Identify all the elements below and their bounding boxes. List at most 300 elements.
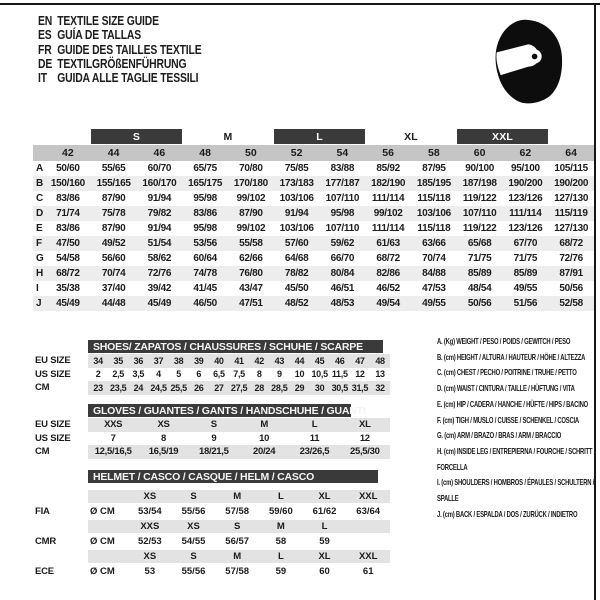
- measurement-value: 66/70: [330, 253, 355, 264]
- measurement-value: 48/53: [330, 298, 355, 309]
- side-label-spacer: [35, 550, 88, 563]
- gloves-row-label: CM: [35, 446, 50, 458]
- gloves-size-table: [35, 404, 390, 459]
- measurement-value: 63/66: [422, 238, 446, 249]
- helmet-size-label: XS: [187, 521, 200, 532]
- measurement-value: 44/48: [101, 298, 126, 309]
- helmet-size-label: M: [233, 491, 242, 502]
- shoes-size-value: 39: [194, 355, 204, 366]
- helmet-size-label: [346, 521, 390, 532]
- measurement-value: 85/89: [467, 268, 492, 279]
- measurement-value: 47/53: [422, 283, 446, 294]
- helmet-size-label: XS: [143, 491, 157, 502]
- measurement-row-label: E: [36, 223, 43, 234]
- helmet-size-value: 57/58: [225, 566, 250, 577]
- guide-title: GUIDE DES TAILLES TEXTILE: [57, 41, 202, 57]
- size-number: 64: [565, 147, 577, 159]
- helmet-standard-label: ECE: [35, 566, 54, 577]
- guide-title: TEXTILE SIZE GUIDE: [57, 13, 159, 28]
- side-label-spacer: [35, 520, 88, 533]
- language-title-row: [38, 71, 374, 85]
- gloves-size-value: 12,5/16,5: [94, 446, 132, 458]
- gloves-size-value: XXS: [104, 419, 123, 431]
- measurement-value: 99/102: [373, 208, 403, 219]
- shoes-rows: [35, 354, 390, 395]
- measurement-value: 119/122: [462, 223, 497, 234]
- size-group-label: XXL: [457, 129, 549, 144]
- measurement-value: 64/68: [284, 253, 309, 264]
- measurement-value: 105/115: [554, 163, 588, 174]
- measurement-value: 49/54: [376, 298, 400, 309]
- size-number: 42: [62, 147, 74, 159]
- size-number: 60: [473, 147, 486, 159]
- shoes-size-value: 28,5: [271, 382, 288, 393]
- shoes-size-value: 25,5: [170, 382, 187, 393]
- legend-item: I. (cm) SHOULDERS / HOMBROS / ÉPAULES / SCHULTERN / SPALLE: [437, 477, 595, 504]
- measurement-row-label: I: [36, 283, 39, 294]
- measurement-value: 111/114: [371, 223, 405, 234]
- gloves-size-value: 8: [161, 432, 166, 444]
- shoes-size-value: 41: [234, 355, 244, 366]
- legend-item: G. (cm) ARM / BRAZO / BRAS / ARM / BRACCIO: [437, 430, 562, 441]
- size-number: 50: [245, 147, 257, 159]
- measurement-value: 123/126: [508, 193, 543, 204]
- size-number: 46: [153, 147, 166, 159]
- measurement-value: 90/100: [465, 163, 495, 174]
- measurement-value: 55/65: [101, 163, 126, 174]
- gloves-row-values: [88, 418, 390, 432]
- size-number: 52: [290, 147, 303, 159]
- measurement-value: 95/98: [330, 208, 355, 219]
- measurement-value: 59/62: [330, 238, 355, 249]
- helmet-size-header-row: [35, 490, 390, 503]
- measurement-value: 61/63: [376, 238, 400, 249]
- measurement-value: 53/56: [193, 238, 217, 249]
- shoes-size-value: 32: [375, 382, 385, 393]
- shoes-row-values: [88, 381, 390, 395]
- legend-item: F. (cm) TIGH / MUSLO / CUISSE / SCHENKEL / COSCIA: [437, 414, 579, 425]
- measurement-value: 48/54: [467, 283, 492, 294]
- measurement-value: 107/110: [462, 208, 497, 219]
- measurement-value: 68/72: [56, 268, 80, 279]
- gloves-size-value: S: [210, 419, 217, 431]
- shoes-row: [35, 354, 390, 368]
- helmet-value-cells: [88, 563, 390, 580]
- shoes-size-value: 8: [256, 369, 262, 380]
- shoes-size-value: 5: [176, 369, 181, 380]
- helmet-value-row: [35, 533, 390, 550]
- measurement-value: 177/187: [325, 178, 360, 189]
- shoes-size-value: 10: [294, 369, 305, 380]
- size-number-header-row: [33, 145, 594, 161]
- measurement-value: 62/66: [239, 253, 263, 264]
- measurement-row: [33, 236, 594, 251]
- measurement-value: 155/165: [96, 178, 131, 189]
- measurement-row-label: C: [36, 193, 44, 204]
- helmet-size-label: XXL: [358, 551, 378, 562]
- measurement-value: 43/47: [239, 283, 263, 294]
- measurement-value: 83/88: [330, 163, 355, 174]
- helmet-size-value: 57/58: [225, 506, 250, 517]
- size-group-header-row: [33, 128, 594, 145]
- measurement-value: 79/82: [147, 208, 172, 219]
- measurement-rows: [33, 161, 594, 311]
- language-title-row: [38, 14, 374, 28]
- measurement-value: 95/98: [193, 193, 217, 204]
- shoes-size-value: 46: [335, 355, 345, 366]
- textile-size-table: [33, 128, 594, 311]
- shoes-size-value: 45: [314, 355, 325, 366]
- measurement-value: 57/60: [284, 238, 309, 249]
- measurement-row-label: J: [36, 298, 42, 309]
- shoes-size-value: 3,5: [132, 369, 145, 380]
- shoes-size-value: 2: [95, 369, 101, 380]
- legend-item: D. (cm) WAIST / CINTURA / TAILLE / HÜFTUNG / VITA: [437, 383, 575, 394]
- gloves-row-label: EU SIZE: [35, 419, 71, 431]
- helmet-size-value: 55/56: [181, 566, 206, 577]
- helmet-size-label: S: [190, 551, 197, 562]
- helmet-size-label: XL: [318, 491, 331, 502]
- helmet-standard-section: [35, 550, 390, 580]
- language-title-list: [38, 14, 374, 85]
- side-label-spacer: [35, 470, 88, 483]
- measurement-value: 87/91: [559, 268, 583, 279]
- measurement-value: 99/102: [236, 193, 266, 204]
- diameter-unit-label: Ø CM: [90, 566, 115, 577]
- measurement-value: 75/78: [101, 208, 126, 219]
- helmet-icon: [488, 18, 564, 104]
- measurement-value: 47/51: [239, 298, 263, 309]
- measurement-row-label: G: [36, 253, 44, 264]
- gloves-row: [35, 418, 390, 432]
- measurement-value: 46/50: [193, 298, 217, 309]
- helmet-size-label: L: [277, 551, 284, 562]
- measurement-row: [33, 281, 594, 296]
- shoes-size-value: 35: [113, 355, 123, 366]
- measurement-value: 70/74: [101, 268, 126, 279]
- measurement-value: 68/72: [376, 253, 400, 264]
- helmet-size-label: L: [277, 491, 284, 502]
- helmet-standard-section: [35, 490, 390, 520]
- shoes-size-value: 37: [153, 355, 164, 366]
- gloves-size-value: XS: [157, 419, 170, 431]
- side-label-spacer: [35, 340, 88, 353]
- gloves-header-row: [35, 404, 390, 417]
- gloves-row-label: US SIZE: [35, 432, 71, 444]
- gloves-size-value: 11: [309, 432, 320, 444]
- measurement-value: 82/86: [376, 268, 400, 279]
- measurement-value: 70/74: [422, 253, 446, 264]
- measurement-value: 127/130: [554, 223, 589, 234]
- shoes-size-value: 27,5: [230, 382, 248, 393]
- language-code: FR: [38, 41, 52, 57]
- shoes-row-label: US SIZE: [35, 368, 71, 380]
- measurement-value: 65/68: [467, 238, 492, 249]
- measurement-value: 70/80: [239, 163, 263, 174]
- size-number: 48: [199, 147, 211, 159]
- guide-title: TEXTILGRÖßENFÜHRUNG: [57, 55, 187, 71]
- legend-item: H. (cm) INSIDE LEG / ENTREPIERNA / FOURCHE / SCHRITT / FORCELLA: [437, 445, 596, 472]
- size-group-cell: [182, 129, 274, 144]
- helmet-size-label: S: [234, 521, 241, 532]
- gloves-size-value: 20/24: [253, 446, 276, 458]
- shoes-size-value: 4: [156, 369, 161, 380]
- measurement-value: 187/198: [462, 178, 497, 189]
- measurement-value: 48/52: [284, 298, 309, 309]
- measurement-value: 50/56: [467, 298, 492, 309]
- measurement-value: 91/94: [147, 223, 172, 234]
- shoes-size-value: 23: [93, 382, 103, 393]
- gloves-row: [35, 445, 390, 459]
- measurement-value: 160/170: [142, 178, 177, 189]
- helmet-size-value: 63/64: [356, 506, 381, 517]
- shoes-size-value: 27: [214, 382, 224, 393]
- size-group-cell: [91, 129, 183, 144]
- measurement-value: 87/95: [422, 163, 446, 174]
- measurement-value: 45/50: [284, 283, 309, 294]
- helmet-value-cells: [88, 503, 390, 520]
- gloves-row-values: [88, 445, 390, 459]
- legend-item: C. (cm) CHEST / PECHO / POITRINE / TRUHE / PETTO: [437, 367, 577, 378]
- shoes-size-value: 12: [355, 369, 365, 380]
- measurement-value: 49/55: [513, 283, 538, 294]
- shoes-size-table: [35, 340, 390, 395]
- measurement-row: [33, 251, 594, 266]
- shoes-row-values: [88, 354, 390, 368]
- shoes-size-value: 40: [214, 355, 224, 366]
- shoes-size-value: 38: [173, 355, 184, 366]
- shoes-size-value: 6: [196, 369, 202, 380]
- measurement-value: 85/89: [513, 268, 538, 279]
- measurement-value: 45/49: [147, 298, 172, 309]
- measurement-value: 51/54: [147, 238, 172, 249]
- measurement-value: 35/38: [56, 283, 80, 294]
- gloves-size-value: 23/26,5: [299, 446, 330, 458]
- helmet-size-value: 54/55: [181, 536, 206, 547]
- language-code: IT: [38, 70, 47, 86]
- measurement-value: 67/70: [513, 238, 538, 249]
- measurement-value: 119/122: [462, 193, 497, 204]
- measurement-value: 87/90: [101, 223, 126, 234]
- helmet-size-label: XXL: [358, 491, 378, 502]
- language-code: DE: [38, 55, 53, 71]
- measurement-value: 182/190: [371, 178, 406, 189]
- measurement-row-label: A: [36, 163, 44, 174]
- helmet-standard-section: [35, 520, 390, 550]
- shoes-size-value: 6,5: [213, 369, 225, 380]
- shoes-size-value: 11,5: [331, 369, 348, 380]
- measurement-value: 46/51: [330, 283, 355, 294]
- measurement-value: 165/175: [188, 178, 223, 189]
- measurement-value: 72/76: [147, 268, 172, 279]
- helmet-size-label: XXS: [140, 521, 160, 532]
- measurement-value: 111/114: [509, 208, 542, 219]
- shoes-size-value: 47: [355, 355, 365, 366]
- measurement-legend: [437, 334, 596, 522]
- measurement-value: 75/85: [284, 163, 309, 174]
- size-number: 58: [428, 147, 440, 159]
- measurement-value: 107/110: [325, 193, 360, 204]
- measurement-row-label: D: [36, 208, 44, 219]
- guide-title: GUÍA DE TALLAS: [57, 27, 142, 43]
- measurement-value: 78/82: [284, 268, 309, 279]
- measurement-value: 49/55: [422, 298, 446, 309]
- measurement-value: 150/160: [50, 178, 85, 189]
- measurement-row: [33, 266, 594, 281]
- side-label-spacer: [35, 490, 88, 503]
- measurement-value: 91/94: [147, 193, 172, 204]
- helmet-size-label: M: [233, 551, 242, 562]
- gloves-size-value: 12: [359, 432, 370, 444]
- measurement-row-label: F: [36, 238, 43, 249]
- measurement-value: 50/56: [559, 283, 583, 294]
- measurement-value: 107/110: [325, 223, 360, 234]
- helmet-size-header-row: [35, 550, 390, 563]
- helmet-size-value: 55/56: [181, 506, 206, 517]
- shoes-size-value: 2,5: [112, 369, 125, 380]
- measurement-value: 46/52: [376, 283, 400, 294]
- helmet-size-value: 58: [275, 536, 287, 547]
- gloves-size-value: 7: [110, 432, 116, 444]
- language-code: EN: [38, 13, 53, 28]
- measurement-value: 185/195: [416, 178, 451, 189]
- legend-item: E. (cm) HIP / CADERA / HANCHE / HÜFTE / HIPS / BACINO: [437, 398, 589, 409]
- helmet-size-label: S: [190, 491, 197, 502]
- gloves-size-value: 18/21,5: [199, 446, 229, 458]
- measurement-value: 84/88: [422, 268, 446, 279]
- measurement-value: 190/200: [508, 178, 543, 189]
- measurement-value: 41/45: [193, 283, 217, 294]
- measurement-value: 190/200: [554, 178, 589, 189]
- measurement-value: 83/86: [193, 208, 217, 219]
- measurement-value: 45/49: [56, 298, 80, 309]
- shoes-size-value: 23,5: [110, 382, 127, 393]
- shoes-size-value: 7,5: [233, 369, 245, 380]
- measurement-row: [33, 176, 594, 191]
- helmet-size-value: 52/53: [137, 536, 162, 547]
- size-group-cell: [274, 129, 366, 144]
- measurement-value: 85/92: [376, 163, 400, 174]
- helmet-header-row: [35, 470, 390, 483]
- helmet-size-label: L: [321, 521, 328, 532]
- measurement-value: 99/102: [236, 223, 266, 234]
- helmet-standard-label: CMR: [35, 536, 57, 547]
- measurement-row: [33, 191, 594, 206]
- shoes-size-value: 24,5: [150, 382, 167, 393]
- gloves-size-value: 25,5/30: [350, 446, 380, 458]
- measurement-row: [33, 206, 594, 221]
- shoes-size-value: 43: [274, 355, 285, 366]
- measurement-value: 127/130: [554, 193, 589, 204]
- measurement-value: 58/62: [147, 253, 172, 264]
- gloves-table-title: GLOVES / GUANTES / GANTS / HANDSCHUHE / GUANTI: [88, 404, 351, 417]
- shoes-row-label: CM: [35, 382, 50, 394]
- helmet-size-value: 53: [144, 566, 156, 577]
- diameter-unit-label: Ø CM: [90, 536, 115, 547]
- measurement-value: 65/75: [193, 163, 217, 174]
- measurement-value: 173/183: [279, 178, 314, 189]
- size-number: 44: [107, 147, 120, 159]
- helmet-size-value: 56/57: [225, 536, 250, 547]
- shoes-table-title: SHOES/ ZAPATOS / CHAUSSURES / SCHUHE / SCARPE: [88, 340, 383, 353]
- helmet-size-value: 61/62: [312, 506, 337, 517]
- helmet-value-row: [35, 503, 390, 520]
- measurement-value: 87/90: [239, 208, 263, 219]
- helmet-size-table: [35, 470, 390, 580]
- helmet-size-value: [346, 536, 390, 547]
- shoes-size-value: 30: [314, 382, 325, 393]
- helmet-table-title: HELMET / CASCO / CASQUE / HELM / CASCO: [88, 470, 378, 483]
- size-group-cell: [365, 129, 457, 144]
- gloves-row: [35, 432, 390, 446]
- measurement-row: [33, 221, 594, 236]
- helmet-size-value: 53/54: [137, 506, 162, 517]
- gloves-row-values: [88, 432, 390, 446]
- legend-item: J. (cm) BACK / ESPALDA / DOS / ZURÜCK / INDIETRO: [437, 508, 578, 519]
- measurement-value: 60/64: [193, 253, 217, 264]
- measurement-value: 80/84: [330, 268, 355, 279]
- language-code: ES: [38, 27, 52, 43]
- shoes-size-value: 9: [276, 369, 282, 380]
- helmet-size-value: 59: [319, 536, 330, 547]
- size-number: 54: [336, 147, 349, 159]
- measurement-value: 60/70: [147, 163, 172, 174]
- helmet-size-header-row: [35, 520, 390, 533]
- measurement-value: 71/74: [56, 208, 80, 219]
- shoes-header-row: [35, 340, 390, 353]
- helmet-size-label: M: [276, 521, 285, 532]
- measurement-value: 47/50: [56, 238, 80, 249]
- measurement-value: 103/106: [416, 208, 451, 219]
- diameter-unit-label: Ø CM: [90, 506, 115, 517]
- gloves-size-value: XL: [359, 419, 371, 431]
- language-title-row: [38, 28, 374, 42]
- shoes-size-value: 36: [133, 355, 144, 366]
- measurement-row-label: B: [36, 178, 44, 189]
- helmet-size-value: 59: [275, 566, 287, 577]
- helmet-size-header-values: [88, 550, 390, 563]
- shoes-size-value: 28: [254, 382, 264, 393]
- helmet-size-header-values: [88, 490, 390, 503]
- measurement-row-label: H: [36, 268, 44, 279]
- measurement-row: [33, 296, 594, 311]
- shoes-size-value: 13: [375, 369, 385, 380]
- shoes-size-value: 44: [294, 355, 305, 366]
- measurement-value: 37/40: [101, 283, 126, 294]
- gloves-size-value: M: [260, 419, 268, 431]
- measurement-value: 87/90: [101, 193, 126, 204]
- size-number: 62: [519, 147, 532, 159]
- size-group-cell: [457, 129, 549, 144]
- measurement-value: 54/58: [56, 253, 80, 264]
- legend-item: B. (cm) HEIGHT / ALTURA / HAUTEUR / HÖHE / ALTEZZA: [437, 351, 586, 362]
- measurement-value: 111/114: [371, 193, 405, 204]
- helmet-size-value: 59/60: [268, 506, 293, 517]
- measurement-value: 49/52: [101, 238, 126, 249]
- measurement-value: 74/78: [193, 268, 217, 279]
- shoes-size-value: 34: [93, 355, 103, 366]
- shoes-size-value: 30,5: [331, 382, 348, 393]
- shoes-size-value: 26: [194, 382, 204, 393]
- shoes-size-value: 10,5: [311, 369, 328, 380]
- language-title-row: [38, 43, 374, 57]
- gloves-rows: [35, 418, 390, 459]
- shoes-size-value: 29: [294, 382, 305, 393]
- measurement-row: [33, 161, 594, 176]
- gloves-size-value: 16,5/19: [148, 446, 179, 458]
- shoes-row: [35, 368, 390, 382]
- shoes-size-value: 48: [375, 355, 385, 366]
